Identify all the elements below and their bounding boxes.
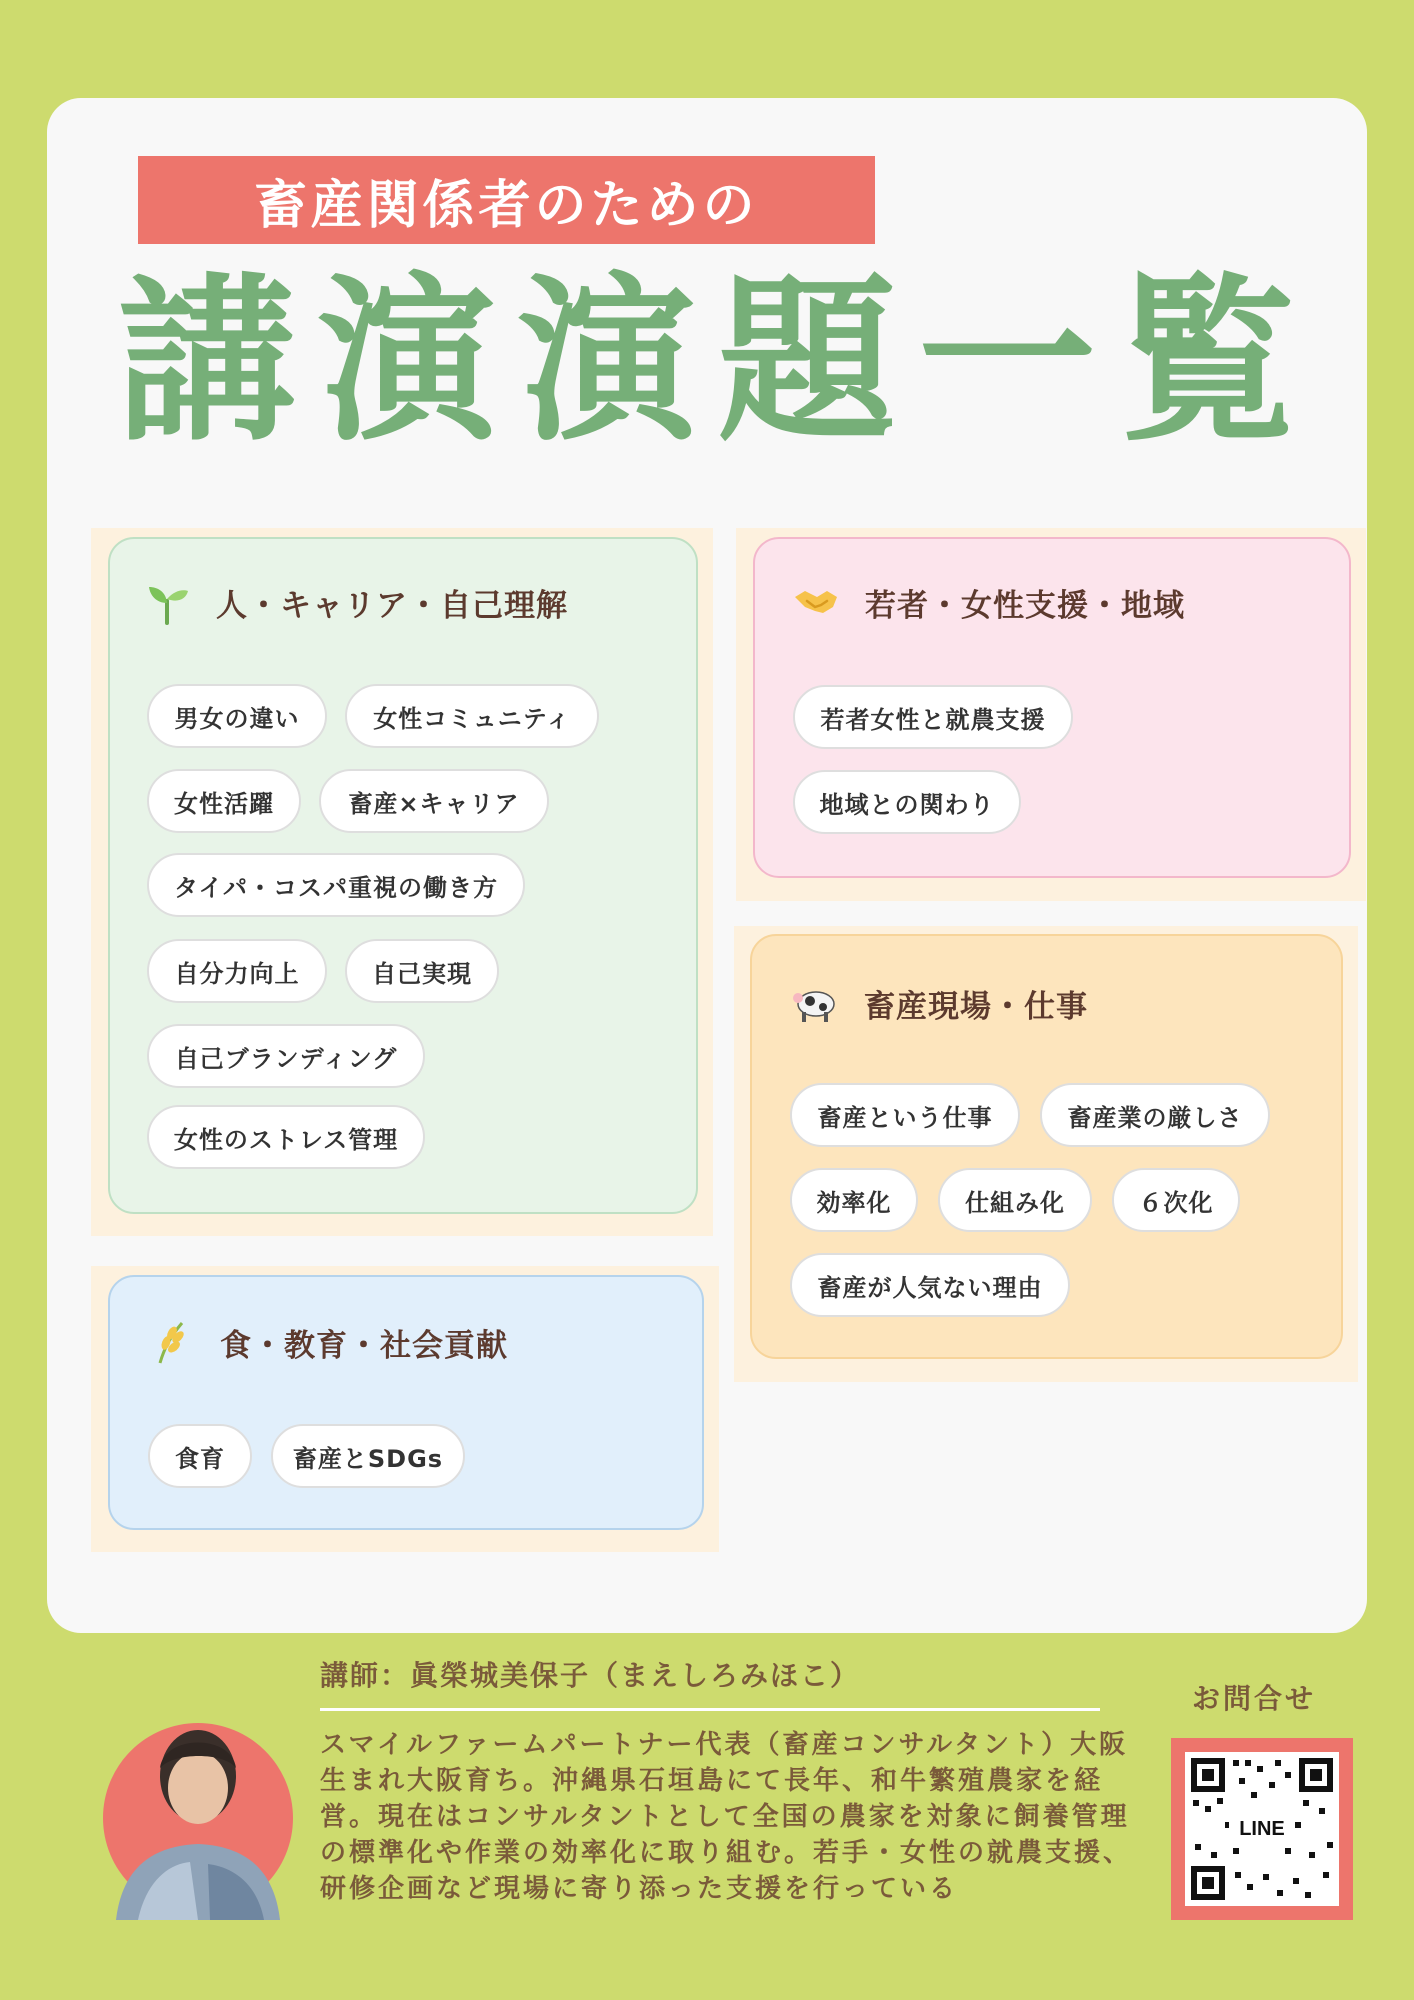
- topic-chip[interactable]: ６次化: [1112, 1168, 1240, 1232]
- sprout-icon: [144, 579, 190, 625]
- topic-chip[interactable]: 地域との関わり: [793, 770, 1021, 834]
- topic-chip[interactable]: 若者女性と就農支援: [793, 685, 1073, 749]
- page-title: 講演演題一覧: [118, 258, 1318, 465]
- speaker-name: 講師：眞榮城美保子（まえしろみほこ）: [320, 1659, 861, 1692]
- cow-icon: [792, 980, 838, 1026]
- topic-chip[interactable]: 女性のストレス管理: [147, 1105, 425, 1169]
- topic-chip[interactable]: 効率化: [790, 1168, 918, 1232]
- topic-chip[interactable]: 畜産とSDGs: [271, 1424, 465, 1488]
- topic-chip[interactable]: 畜産業の厳しさ: [1040, 1083, 1270, 1147]
- section-food-heading: 食・教育・社会貢献: [148, 1319, 508, 1365]
- topic-chip[interactable]: 畜産×キャリア: [319, 769, 549, 833]
- topic-chip[interactable]: 女性活躍: [147, 769, 301, 833]
- topic-chip[interactable]: 男女の違い: [147, 684, 327, 748]
- section-career-heading: 人・キャリア・自己理解: [144, 579, 568, 625]
- topic-chip[interactable]: 自己ブランディング: [147, 1024, 425, 1088]
- topic-chip[interactable]: 自己実現: [345, 939, 499, 1003]
- section-food: [108, 1275, 704, 1530]
- divider: [320, 1708, 1100, 1711]
- speaker-bio: スマイルファームパートナー代表（畜産コンサルタント）大阪生まれ大阪育ち。沖縄県石垣島にて長年、和牛繁殖農家を経営。現在はコンサルタントとして全国の農家を対象に飼養管理の標準化や作業の効率化に取り組む。若手・女性の就農支援、研修企画など現場に寄り添った支援を行っている: [320, 1730, 1133, 1904]
- topic-chip[interactable]: タイパ・コスパ重視の働き方: [147, 853, 525, 917]
- contact-label: お問合せ: [1192, 1682, 1317, 1715]
- section-support-heading: 若者・女性支援・地域: [793, 579, 1185, 625]
- topic-chip[interactable]: 仕組み化: [938, 1168, 1092, 1232]
- handshake-icon: [793, 579, 839, 625]
- section-work-heading: 畜産現場・仕事: [792, 980, 1088, 1026]
- topic-chip[interactable]: 自分力向上: [147, 939, 327, 1003]
- subtitle-banner: 畜産関係者のための: [138, 156, 875, 244]
- qr-code[interactable]: [1171, 1738, 1353, 1920]
- avatar: [98, 1668, 298, 1920]
- topic-chip[interactable]: 畜産という仕事: [790, 1083, 1020, 1147]
- topic-chip[interactable]: 畜産が人気ない理由: [790, 1253, 1070, 1317]
- qr-line-label: LINE: [1239, 1818, 1285, 1840]
- section-work: [750, 934, 1343, 1359]
- topic-chip[interactable]: 女性コミュニティ: [345, 684, 599, 748]
- section-support: [753, 537, 1351, 878]
- rice-icon: [148, 1319, 194, 1365]
- section-career: [108, 537, 698, 1214]
- qr-code-icon: [1185, 1752, 1339, 1906]
- topic-chip[interactable]: 食育: [148, 1424, 252, 1488]
